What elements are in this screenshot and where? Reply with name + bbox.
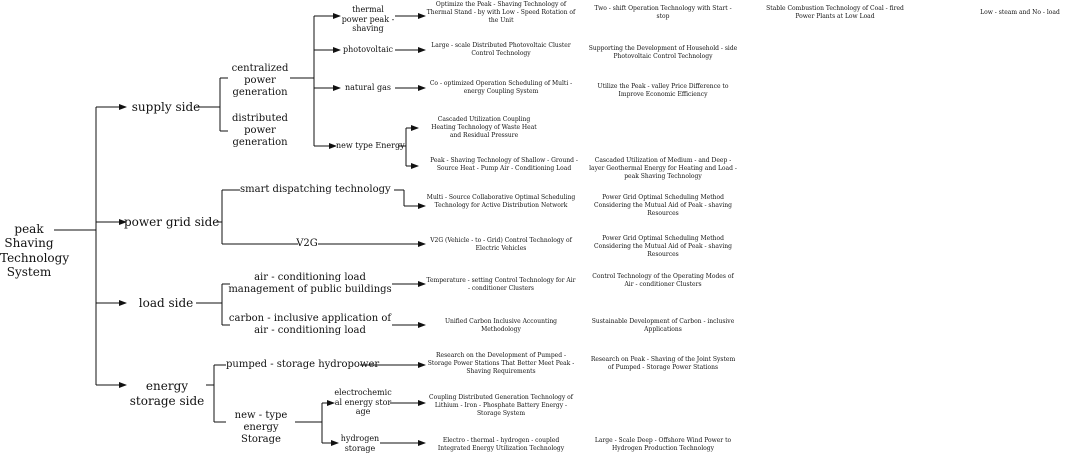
tech-multi-energy-coupling: Co - optimized Operation Scheduling of Multi - energy Coupling System — [429, 80, 573, 95]
tech-two-shift-operation: Two - shift Operation Technology with Start - stop — [594, 5, 732, 20]
node-pumped-storage-hydropower: pumped - storage hydropower — [226, 359, 380, 370]
node-v2g: V2G — [296, 238, 318, 249]
tech-peak-valley-price: Utilize the Peak - valley Price Difference to Improve Economic Efficiency — [597, 83, 729, 98]
tech-grid-optimal-scheduling-v2g: Power Grid Optimal Scheduling Method Considering the Mutual Aid of Peak - shaving Resources — [594, 235, 732, 258]
node-distributed-power-generation: distributed power generation — [232, 113, 288, 148]
tech-offshore-wind-hydrogen: Large - Scale Deep - Offshore Wind Power to Hydrogen Production Technology — [594, 437, 732, 452]
tech-deep-geothermal-heating: Cascaded Utilization of Medium - and Deep - layer Geothermal Energy for Heating and Load - peak Shaving Technology — [589, 157, 737, 180]
tech-shallow-ground-heat-pump: Peak - Shaving Technology of Shallow - Ground - Source Heat - Pump Air - Conditioning Load — [430, 157, 578, 172]
tech-thermal-standby-low-speed: Optimize the Peak - Shaving Technology of Thermal Stand - by with Low - Speed Rotation of the Unit — [426, 1, 576, 24]
node-new-type-energy-storage: new - type energy Storage — [234, 410, 288, 445]
tech-carbon-inclusive-development: Sustainable Development of Carbon - inclusive Applications — [591, 318, 735, 333]
node-photovoltaic: photovoltaic — [342, 45, 394, 54]
tech-v2g-control: V2G (Vehicle - to - Grid) Control Technology of Electric Vehicles — [430, 237, 572, 252]
node-thermal-power-peak-shaving: thermal power peak - shaving — [341, 5, 395, 34]
tech-waste-heat-pressure: Cascaded Utilization Coupling Heating Technology of Waste Heat and Residual Pressure — [431, 116, 537, 139]
node-energy-storage-side: energy storage side — [129, 379, 205, 408]
tech-distributed-pv-cluster: Large - scale Distributed Photovoltaic Cluster Control Technology — [431, 42, 571, 57]
node-new-type-energy: new type Energy — [336, 141, 405, 150]
tech-joint-pumped-storage: Research on Peak - Shaving of the Joint System of Pumped - Storage Power Stations — [590, 356, 736, 371]
node-smart-dispatching-technology: smart dispatching technology — [240, 184, 391, 195]
tech-active-distribution-network: Multi - Source Collaborative Optimal Scheduling Technology for Active Distribution Network — [426, 194, 576, 209]
node-natural-gas: natural gas — [345, 83, 391, 92]
tech-pumped-storage-development: Research on the Development of Pumped - Storage Power Stations That Better Meet Peak - Shaving Requirements — [427, 352, 575, 375]
tech-low-steam-no-load: Low - steam and No - load — [980, 9, 1060, 16]
node-load-side: load side — [138, 296, 194, 310]
root-node: peak Shaving Technology System — [0, 222, 70, 280]
tech-electro-thermal-hydrogen: Electro - thermal - hydrogen - coupled Integrated Energy Utilization Technology — [437, 437, 565, 452]
tech-aircon-temperature-setting: Temperature - setting Control Technology for Air - conditioner Clusters — [426, 277, 576, 292]
tech-grid-optimal-scheduling: Power Grid Optimal Scheduling Method Considering the Mutual Aid of Peak - shaving Resources — [594, 194, 732, 217]
tech-aircon-operating-modes: Control Technology of the Operating Modes of Air - conditioner Clusters — [592, 273, 734, 288]
tech-lithium-iron-phosphate: Coupling Distributed Generation Technology of Lithium - Iron - Phosphate Battery Energy - Storage System — [429, 394, 573, 417]
node-carbon-inclusive-application: carbon - inclusive application of air - conditioning load — [228, 313, 392, 336]
node-hydrogen-storage: hydrogen storage — [340, 434, 380, 453]
tech-carbon-accounting: Unified Carbon Inclusive Accounting Methodology — [444, 318, 558, 333]
node-centralized-power-generation: centralized power generation — [231, 63, 289, 98]
node-electrochemical-energy-storage: electrochemical energy storage — [334, 388, 392, 417]
node-supply-side: supply side — [131, 100, 201, 114]
node-aircon-load-management: air - conditioning load management of public buildings — [228, 272, 392, 295]
tech-household-pv-control: Supporting the Development of Household - side Photovoltaic Control Technology — [588, 45, 738, 60]
tech-stable-combustion-low-load: Stable Combustion Technology of Coal - fired Power Plants at Low Load — [766, 5, 904, 20]
node-power-grid-side: power grid side — [124, 215, 220, 229]
